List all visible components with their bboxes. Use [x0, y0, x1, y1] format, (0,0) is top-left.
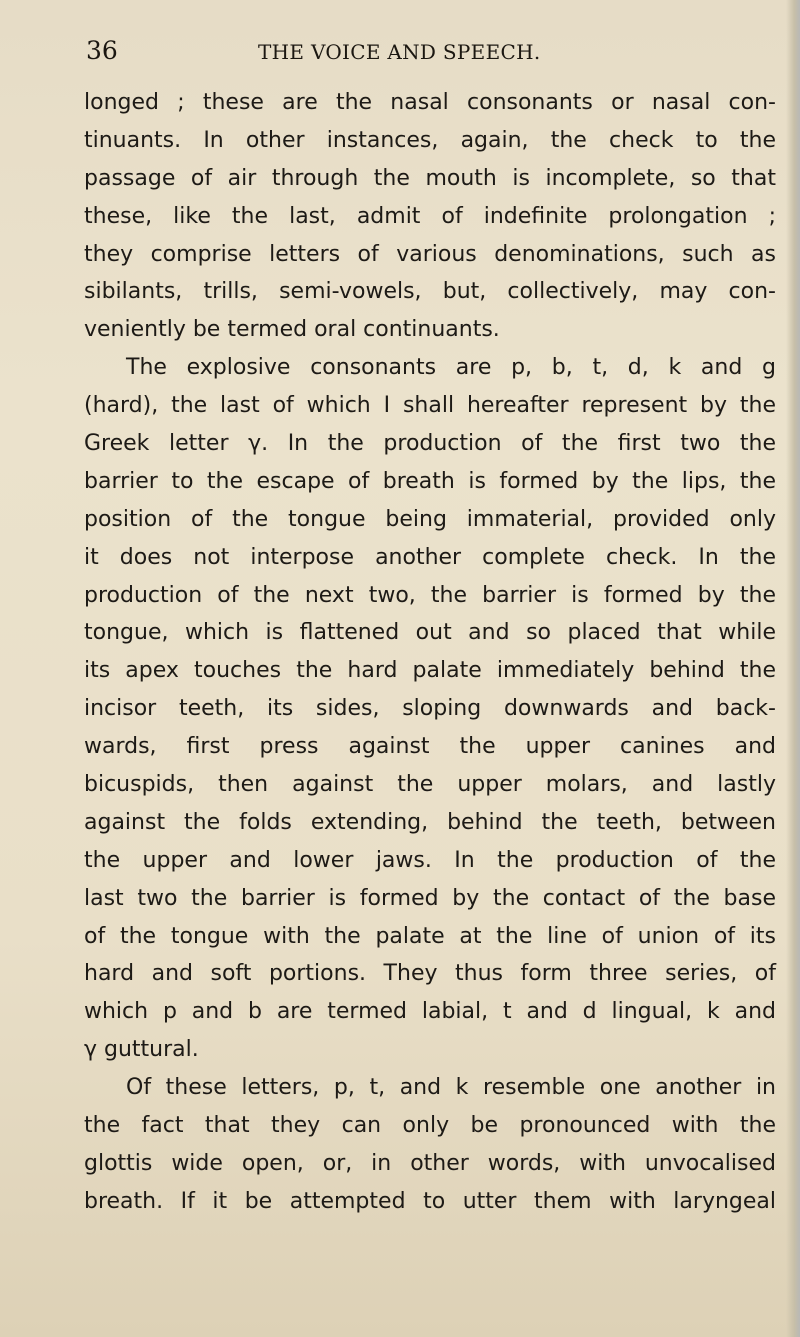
text-line: veniently be termed oral continuants. — [84, 317, 500, 343]
text-line: The explosive consonants are p, b, t, d, k and g — [126, 355, 776, 381]
text-line: of the tongue with the palate at the line of union of its — [84, 923, 776, 949]
text-line: longed ; these are the nasal consonants or nasal con- — [84, 90, 776, 115]
text-line: breath. If it be attempted to utter them with laryngeal — [84, 1188, 776, 1214]
text-line: Greek letter γ. In the production of the first two the — [84, 431, 776, 457]
text-line: its apex touches the hard palate immediately behind the — [84, 658, 776, 684]
text-line: against the folds extending, behind the teeth, between — [84, 809, 776, 835]
text-line: glottis wide open, or, in other words, with unvocalised — [84, 1150, 776, 1176]
page-number: 36 — [86, 36, 118, 65]
text-line: barrier to the escape of breath is formed by the lips, the — [84, 468, 776, 494]
text-line: it does not interpose another complete check. In the — [84, 544, 776, 570]
text-line: bicuspids, then against the upper molars, and lastly — [84, 772, 776, 798]
running-head: THE VOICE AND SPEECH. — [258, 40, 541, 64]
text-line: tongue, which is flattened out and so placed that while — [84, 620, 776, 646]
text-line: which p and b are termed labial, t and d lingual, k and — [84, 999, 776, 1025]
text-line: (hard), the last of which I shall hereafter represent by the — [84, 393, 776, 419]
text-line: Of these letters, p, t, and k resemble one another in — [126, 1075, 776, 1101]
page-header — [70, 36, 730, 68]
text-line: the upper and lower jaws. In the production of the — [84, 847, 776, 873]
text-line: these, like the last, admit of indefinite prolongation ; — [84, 203, 776, 229]
text-line: sibilants, trills, semi-vowels, but, collectively, may con- — [84, 279, 776, 305]
text-line: the fact that they can only be pronounced with the — [84, 1113, 776, 1139]
text-line: wards, first press against the upper canines and — [84, 734, 776, 760]
text-line: incisor teeth, its sides, sloping downwards and back- — [84, 696, 776, 722]
text-line: production of the next two, the barrier is formed by the — [84, 582, 776, 608]
text-line: tinuants. In other instances, again, the check to the — [84, 127, 776, 153]
page-edge-shadow — [786, 0, 800, 1337]
text-line: position of the tongue being immaterial, provided only — [84, 506, 776, 532]
text-line: passage of air through the mouth is incomplete, so that — [84, 165, 776, 191]
text-line: they comprise letters of various denominations, such as — [84, 241, 776, 267]
text-line: last two the barrier is formed by the contact of the base — [84, 885, 776, 911]
text-line: γ guttural. — [84, 1037, 199, 1063]
text-line: hard and soft portions. They thus form three series, of — [84, 961, 776, 987]
body-text — [84, 84, 776, 1221]
